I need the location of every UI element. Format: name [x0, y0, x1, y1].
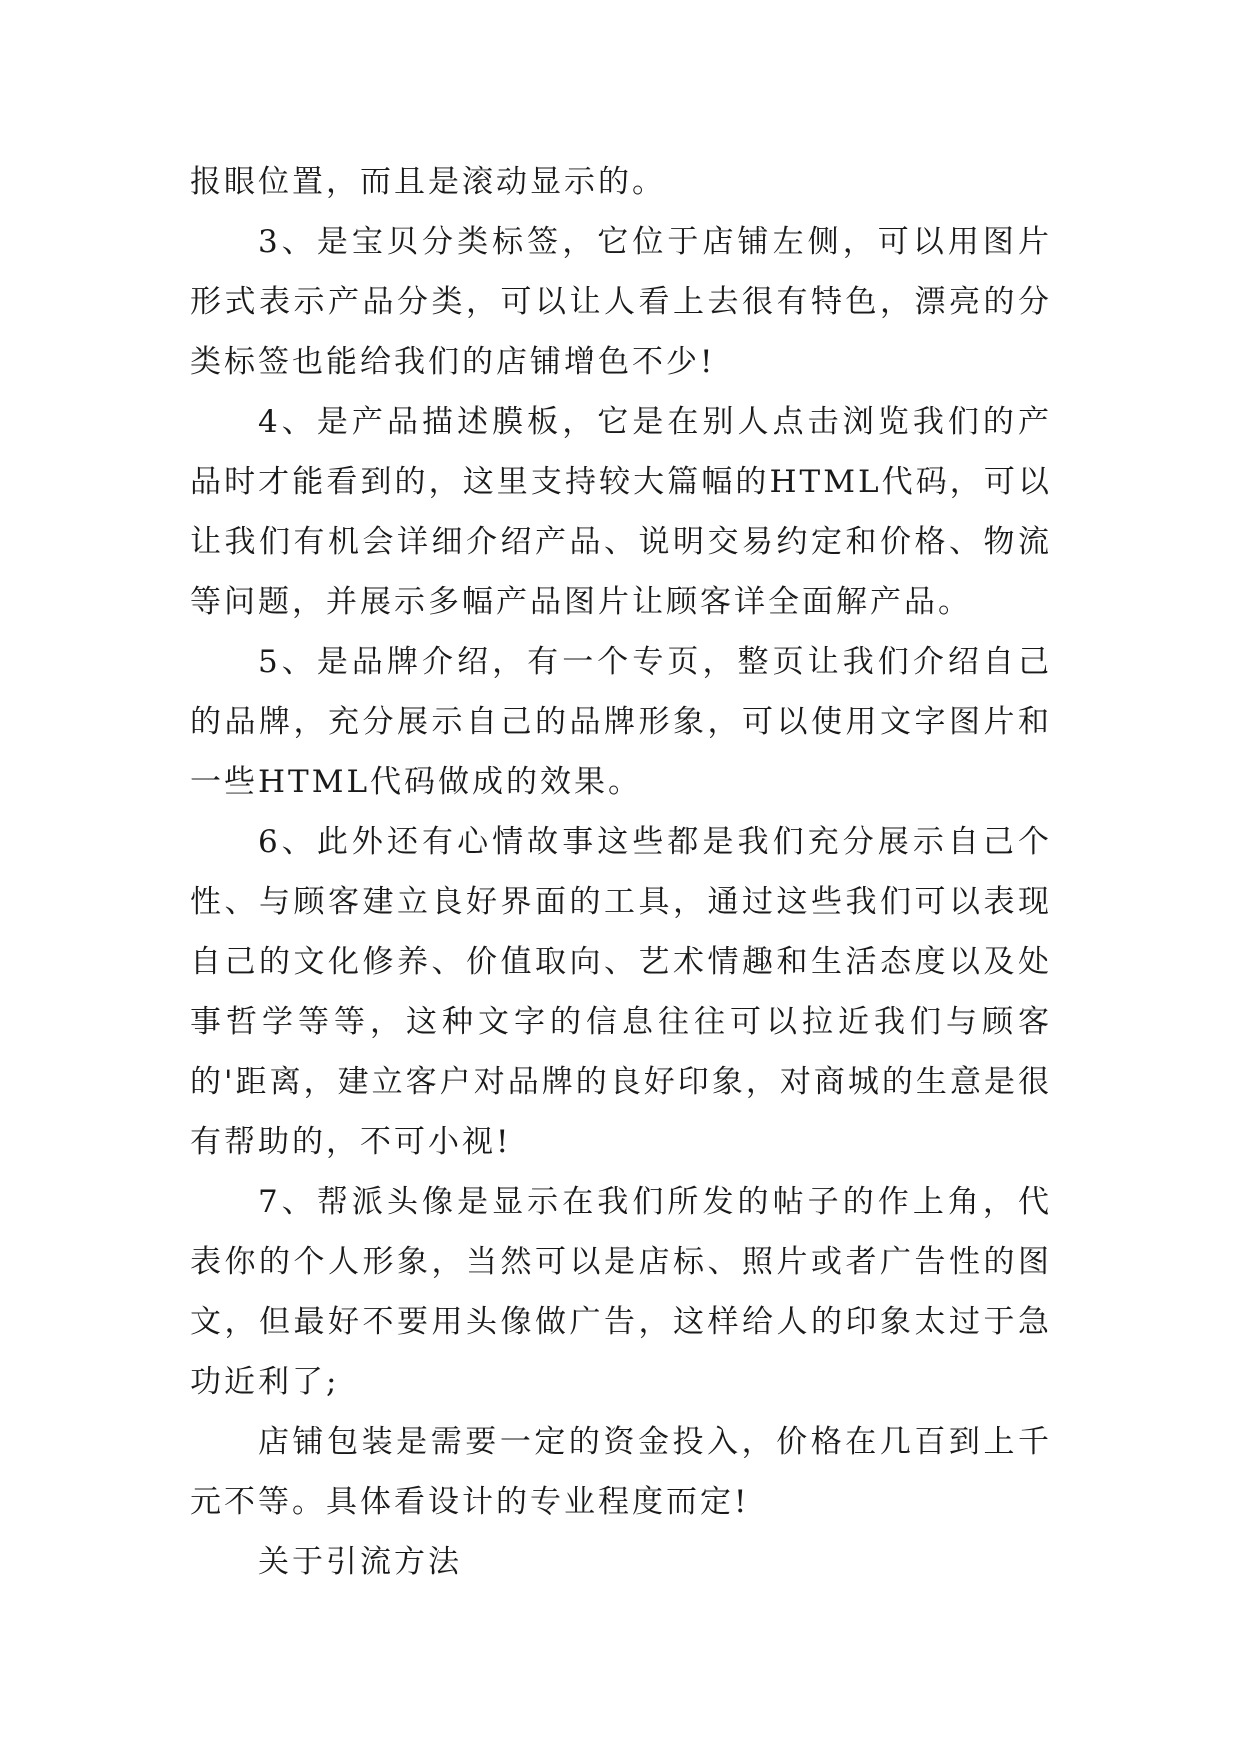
section-heading: 关于引流方法 — [258, 1544, 462, 1580]
paragraph-6: 7、帮派头像是显示在我们所发的帖子的作上角，代表你的个人形象，当然可以是店标、照片或者广告性的图文，但最好不要用头像做广告，这样给人的印象太过于急功近利了; — [190, 1184, 1052, 1400]
paragraph-7: 店铺包装是需要一定的资金投入，价格在几百到上千元不等。具体看设计的专业程度而定! — [190, 1424, 1052, 1520]
paragraph-2: 3、是宝贝分类标签，它位于店铺左侧，可以用图片形式表示产品分类，可以让人看上去很有特色，漂亮的分类标签也能给我们的店铺增色不少! — [190, 224, 1052, 380]
document-body — [190, 152, 1052, 1592]
paragraph-3: 4、是产品描述膜板，它是在别人点击浏览我们的产品时才能看到的，这里支持较大篇幅的HTML代码，可以让我们有机会详细介绍产品、说明交易约定和价格、物流等问题，并展示多幅产品图片让顾客详全面解产品。 — [190, 404, 1052, 620]
paragraph-5: 6、此外还有心情故事这些都是我们充分展示自己个性、与顾客建立良好界面的工具，通过这些我们可以表现自己的文化修养、价值取向、艺术情趣和生活态度以及处事哲学等等，这种文字的信息往往可以拉近我们与顾客的'距离，建立客户对品牌的良好印象，对商城的生意是很有帮助的，不可小视! — [190, 824, 1052, 1160]
paragraph-1: 报眼位置，而且是滚动显示的。 — [190, 164, 666, 200]
paragraph-4: 5、是品牌介绍，有一个专页，整页让我们介绍自己的品牌，充分展示自己的品牌形象，可以使用文字图片和一些HTML代码做成的效果。 — [190, 644, 1052, 800]
